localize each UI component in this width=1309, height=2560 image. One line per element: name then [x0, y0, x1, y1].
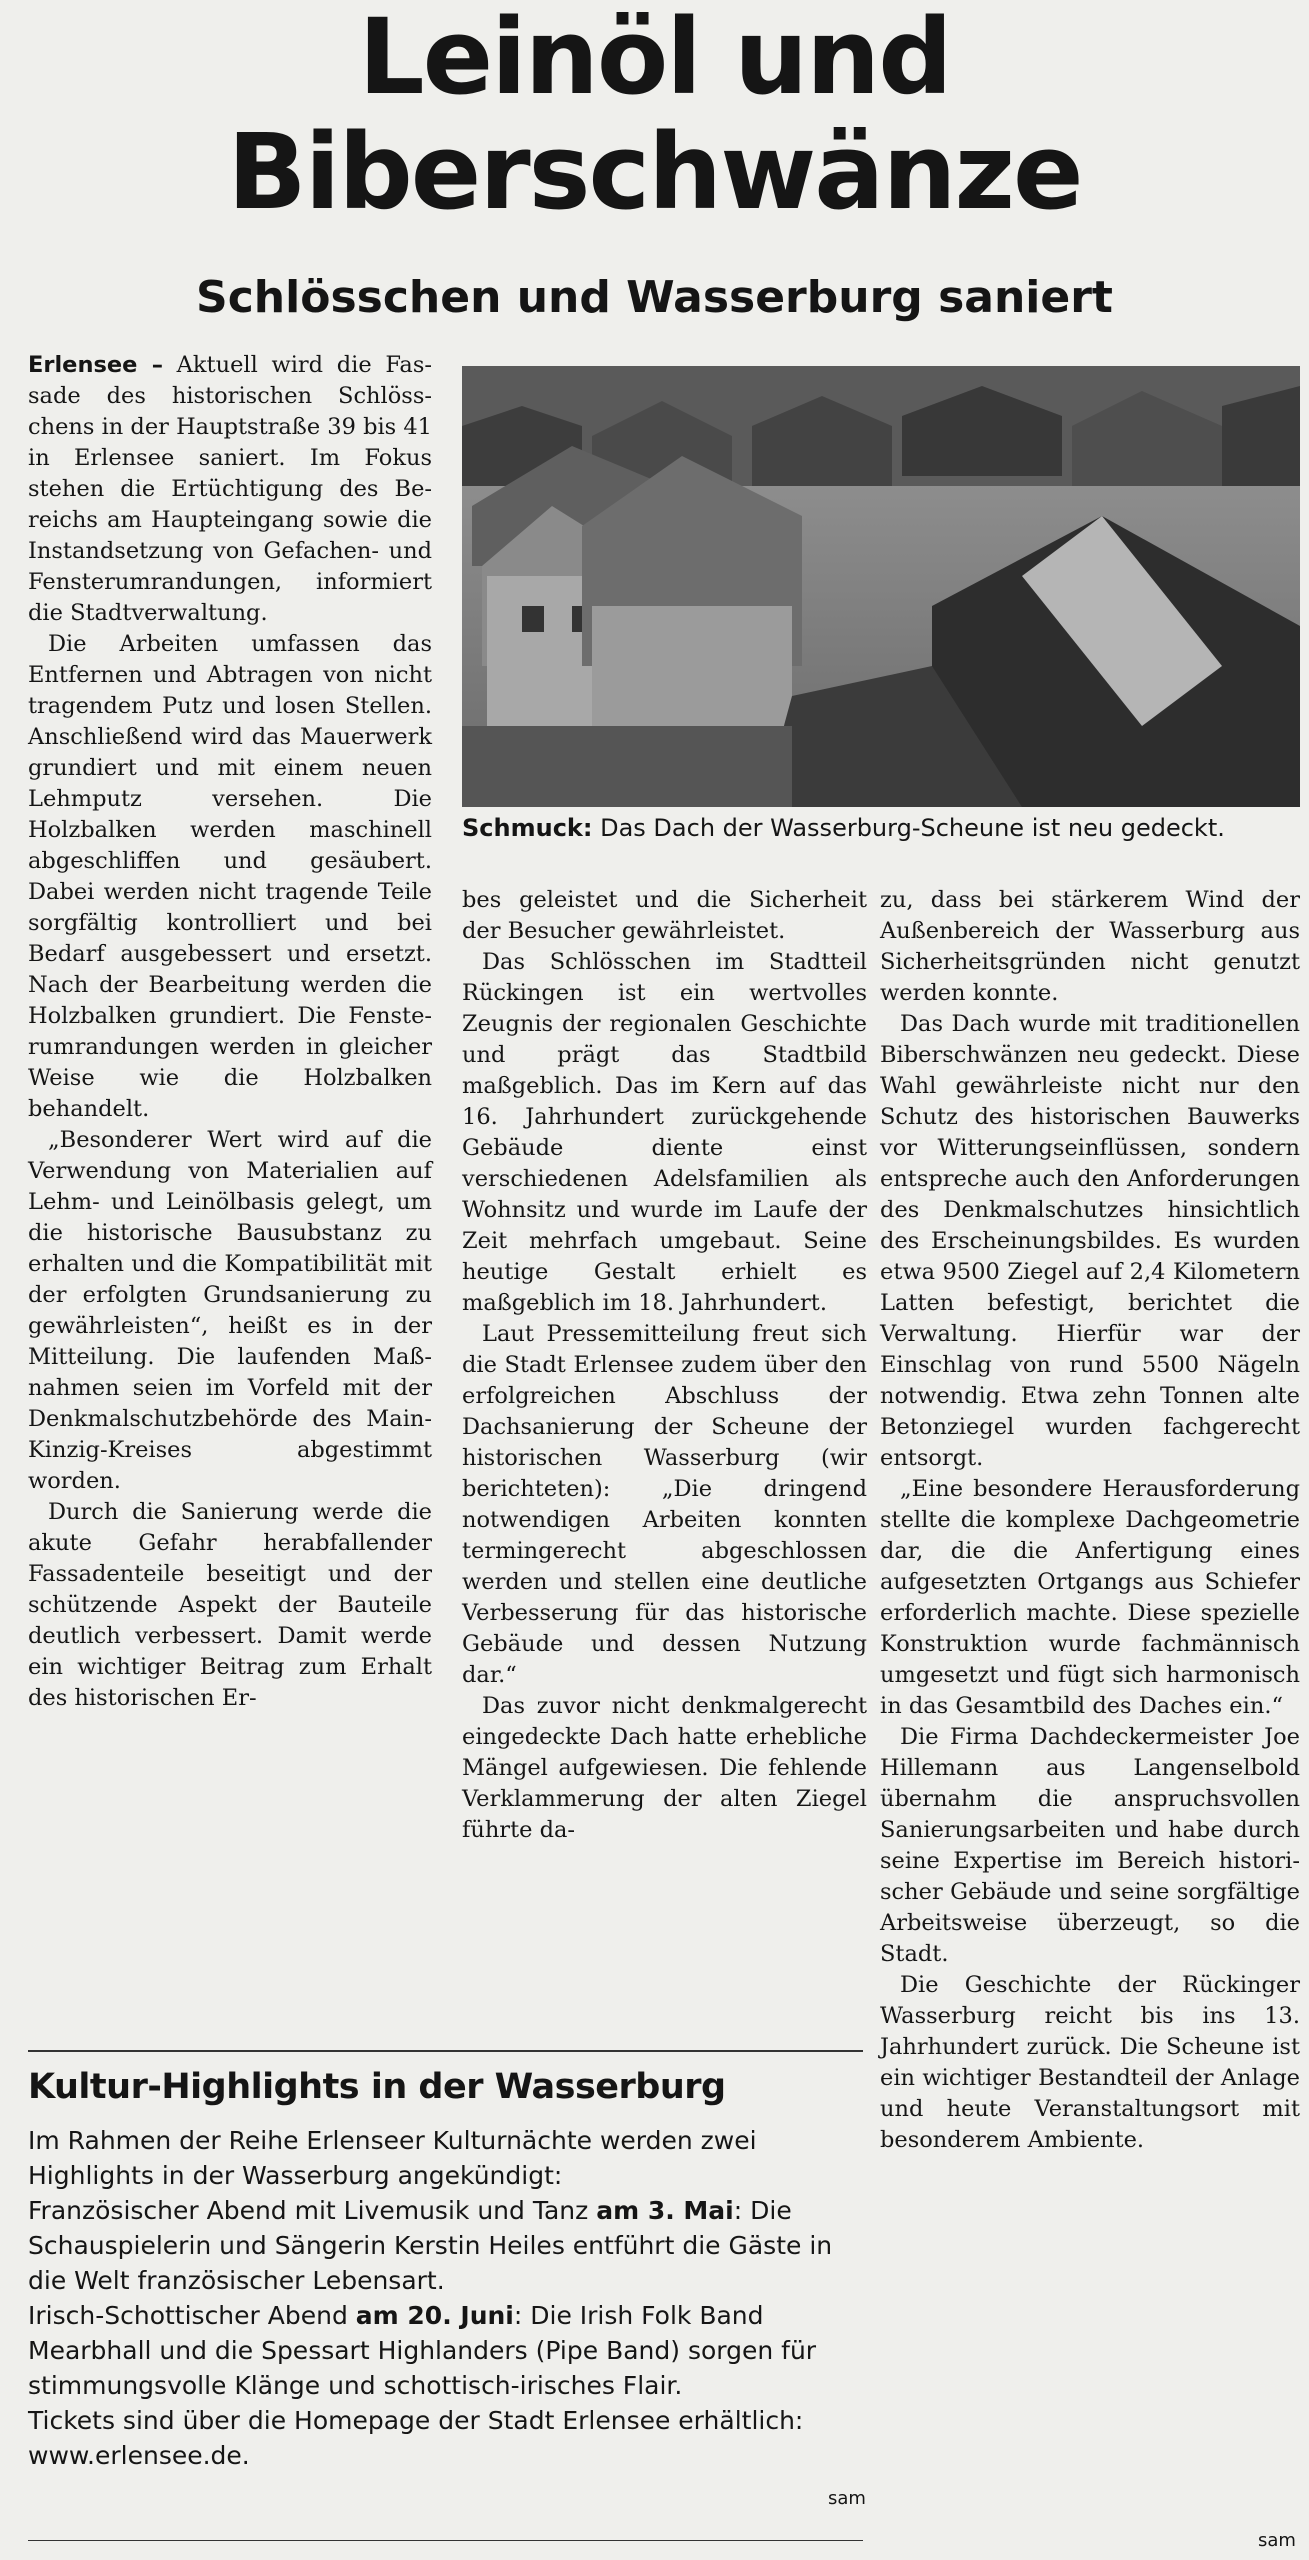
box-body — [28, 2123, 863, 2473]
box-title: Kultur-Highlights in der Wasserburg — [28, 2067, 726, 2107]
dateline: Erlensee – — [28, 352, 163, 378]
paragraph: Die Geschichte der Rückinger Wasserburg reicht bis ins 13. Jahrhundert zurück. Die Scheune ist ein wichtiger Bestandteil der Anlage und heute Veranstaltungsort mit besonderem Ambiente. — [880, 1972, 1300, 2153]
paragraph: „Eine besondere Herausforderung stellte die komplexe Dachgeometrie dar, die die Anfertigung eines aufgesetzten Ortgangs aus Schiefer erforderlich machte. Diese spezielle Konstruktion wurde fachmännisch umgesetzt und fügt sich harmonisch in das Gesamtbild des Daches ein.“ — [880, 1476, 1300, 1719]
article-photo — [462, 366, 1300, 807]
headline-line-2: Biberschwänze — [227, 111, 1082, 233]
paragraph: Das Dach wurde mit traditionellen Biberschwänzen neu gedeckt. Diese Wahl gewährleiste nicht nur den Schutz des historischen Bauwerks vor Witterungseinflüssen, sondern entspreche auch den Anforderungen des Denkmalschutzes hinsichtlich des Erscheinungsbildes. Es wurden etwa 9500 Ziegel auf 2,4 Kilometern Latten befestigt, berichtet die Verwaltung. Hierfür war der Einschlag von rund 5500 Nägeln notwendig. Etwa zehn Tonnen alte Betonziegel wurden fachgerecht entsorgt. — [880, 1011, 1300, 1471]
paragraph: Durch die Sanierung werde die akute Gefahr herabfallender Fassadenteile beseitigt und der schützende Aspekt der Bauteile deutlich verbessert. Damit werde ein wichtiger Beitrag zum Erhalt des historischen Er- — [28, 1499, 432, 1711]
box-intro: Im Rahmen der Reihe Erlenseer Kulturnächte werden zwei Highlights in der Wasserburg angekündigt: — [28, 2126, 757, 2190]
paragraph: zu, dass bei stärkerem Wind der Außenbereich der Wasserburg aus Sicherheitsgründen nicht genutzt werden konnte. — [880, 887, 1300, 1006]
headline-line-1: Leinöl und — [358, 0, 951, 118]
paragraph: „Besonderer Wert wird auf die Verwendung von Materialien auf Lehm- und Leinölbasis gelegt, um die historische Bausubstanz zu erhalten und die Kompatibilität mit der erfolgten Grundsanierung zu gewährleisten“, heißt es in der Mitteilung. Die laufenden Maßnahmen seien im Vorfeld mit der Denkmalschutzbehörde des Main-Kinzig-Kreises abgestimmt worden. — [28, 1127, 432, 1494]
box-event-2 — [28, 2298, 863, 2403]
box-tickets: Tickets sind über die Homepage der Stadt Erlensee erhältlich: www.erlensee.de. — [28, 2406, 804, 2470]
photo-caption — [462, 812, 1300, 844]
event-2-description: : Die Irish Folk Band Mearbhall und die Spessart Highlanders (Pipe Band) sorgen für stimmungsvolle Klänge und schottisch-irisches Flair. — [28, 2301, 817, 2400]
paragraph: Das zuvor nicht denkmalgerecht eingedeckte Dach hatte erhebliche Mängel aufgewiesen. Die fehlende Verklammerung der alten Ziegel führte da- — [462, 1693, 867, 1843]
event-1-text: Französischer Abend mit Livemusik und Tanz — [28, 2196, 597, 2225]
article-headline — [0, 0, 1309, 233]
paragraph: Laut Pressemitteilung freut sich die Stadt Erlensee zudem über den erfolgreichen Abschluss der Dachsanierung der Scheune der historischen Wasserburg (wir berichteten): „Die dringend notwendigen Arbeiten konnten termingerecht abgeschlossen werden und stellen eine deutliche Verbesserung für das historische Gebäude und dessen Nutzung dar.“ — [462, 1321, 867, 1688]
paragraph: Die Arbeiten umfassen das Entfernen und Abtragen von nicht tragendem Putz und losen Stellen. Anschließend wird das Mauerwerk grundiert und mit einem neuen Lehmputz versehen. Die Holzbalken werden maschinell abgeschliffen und gesäubert. Dabei werden nicht tragende Teile sorgfältig kontrolliert und bei Bedarf ausgebessert und ersetzt. Nach der Bearbeitung werden die Holzbalken grundiert. Die Fensterumrandungen werden in gleicher Weise wie die Holzbalken behandelt. — [28, 631, 432, 1122]
article-subtitle: Schlösschen und Wasserburg saniert — [196, 272, 1113, 323]
paragraph-text: Aktuell wird die Fassade des historischen Schlösschens in der Hauptstraße 39 bis 41 in Erlensee saniert. Im Fokus stehen die Ertüchtigung des Bereichs am Haupteingang sowie die Instandsetzung von Gefachen- und Fensterumrandungen, informiert die Stadtverwaltung. — [28, 352, 433, 626]
box-author: sam — [828, 2488, 866, 2509]
culture-highlights-box — [28, 2065, 863, 2473]
caption-text: Das Dach der Wasserburg-Scheune ist neu gedeckt. — [592, 814, 1225, 842]
event-2-text: Irisch-Schottischer Abend — [28, 2301, 356, 2330]
caption-lead: Schmuck: — [462, 814, 593, 842]
paragraph: Das Schlösschen im Stadtteil Rückingen ist ein wertvolles Zeugnis der regionalen Geschichte und prägt das Stadtbild maßgeblich. Das im Kern auf das 16. Jahrhundert zurückgehende Gebäude diente einst verschiedenen Adelsfamilien als Wohnsitz und wurde im Laufe der Zeit mehrfach umgebaut. Seine heutige Gestalt erhielt es maßgeblich im 18. Jahrhundert. — [462, 949, 867, 1316]
paragraph — [28, 350, 432, 629]
event-2-date: am 20. Juni — [355, 2301, 514, 2330]
paragraph: bes geleistet und die Sicherheit der Besucher gewährleistet. — [462, 887, 867, 944]
paragraph: Die Firma Dachdeckermeister Joe Hillemann aus Langenselbold übernahm die anspruchsvollen Sanierungsarbeiten und habe durch seine Expertise im Bereich historischer Gebäude und seine sorgfältige Arbeitsweise überzeugt, so die Stadt. — [880, 1724, 1300, 1967]
photo-rooftops-image — [462, 366, 1300, 807]
article-column-2 — [462, 885, 867, 1846]
article-column-3 — [880, 885, 1300, 2156]
event-1-description: : Die Schauspielerin und Sängerin Kerstin Heiles entführt die Gäste in die Welt französischer Lebensart. — [28, 2196, 833, 2295]
box-bottom-rule — [28, 2540, 863, 2541]
box-top-rule — [28, 2050, 863, 2052]
article-author: sam — [1258, 2530, 1296, 2551]
box-event-1 — [28, 2193, 863, 2298]
article-column-1 — [28, 350, 432, 1714]
event-1-date: am 3. Mai — [596, 2196, 734, 2225]
